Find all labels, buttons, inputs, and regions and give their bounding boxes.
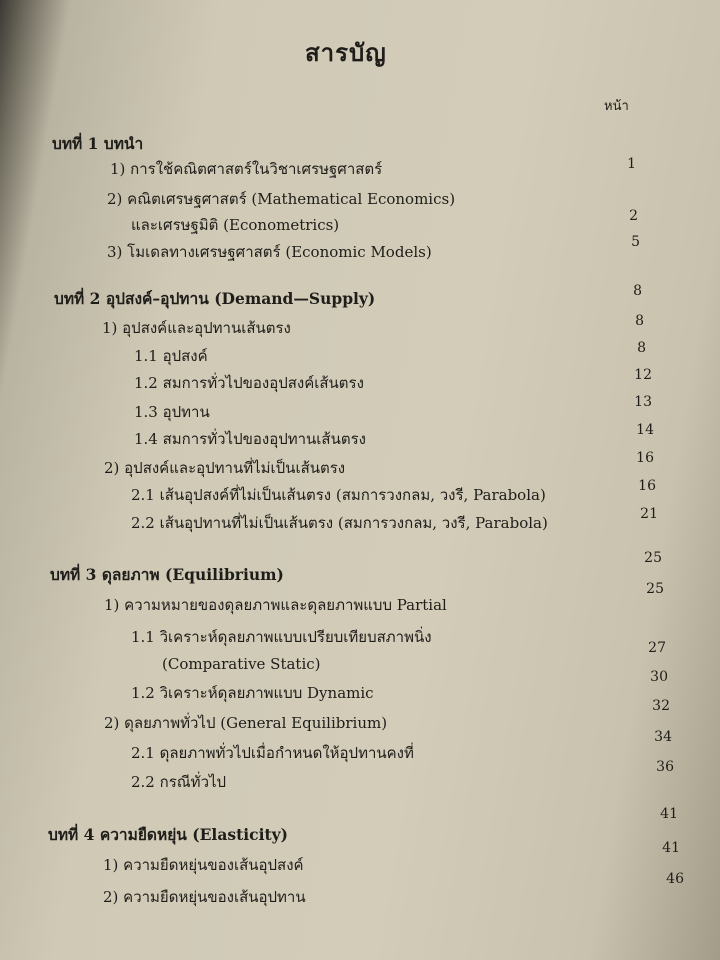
toc-page-number: 12	[634, 367, 652, 383]
toc-entry: 1) ความยืดหยุ่นของเส้นอุปสงค์	[103, 856, 304, 874]
toc-page-number: 25	[646, 581, 664, 597]
toc-entry: 1.3 อุปทาน	[134, 403, 210, 421]
toc-page-number: 46	[666, 871, 684, 887]
toc-page-number: 2	[629, 208, 638, 224]
toc-entry: 2.2 กรณีทั่วไป	[131, 773, 227, 791]
toc-page-number: 36	[656, 759, 674, 775]
toc-page-number: 27	[648, 640, 666, 656]
toc-page-number: 41	[662, 840, 680, 856]
toc-entry: 2) คณิตเศรษฐศาสตร์ (Mathematical Economics)	[107, 190, 456, 208]
chapter-3-page: 25	[644, 550, 662, 566]
toc-entry: 1.1 อุปสงค์	[134, 347, 208, 365]
page-title: สารบัญ	[305, 38, 387, 67]
chapter-1-heading: บทที่ 1 บทนำ	[52, 134, 144, 153]
chapter-3-heading: บทที่ 3 ดุลยภาพ (Equilibrium)	[50, 565, 284, 584]
toc-entry: 1.2 สมการทั่วไปของอุปสงค์เส้นตรง	[134, 374, 364, 392]
toc-entry: 2.1 ดุลยภาพทั่วไปเมื่อกำหนดให้อุปทานคงที่	[131, 744, 414, 762]
toc-entry: 2) อุปสงค์และอุปทานที่ไม่เป็นเส้นตรง	[104, 459, 346, 477]
toc-entry: 2.1 เส้นอุปสงค์ที่ไม่เป็นเส้นตรง (สมการวงกลม, วงรี, Parabola)	[131, 486, 546, 504]
chapter-2-page: 8	[633, 283, 642, 299]
toc-entry: 1.1 วิเคราะห์ดุลยภาพแบบเปรียบเทียบสภาพนิ่ง	[131, 628, 432, 646]
toc-page-number: 1	[627, 156, 636, 172]
toc-entry: 2.2 เส้นอุปทานที่ไม่เป็นเส้นตรง (สมการวงกลม, วงรี, Parabola)	[131, 514, 548, 532]
page-column-header: หน้า	[604, 99, 629, 114]
toc-page-number: 13	[634, 394, 652, 410]
toc-page-number: 14	[636, 422, 654, 438]
toc-page-number: 21	[640, 506, 658, 522]
chapter-4-page: 41	[660, 806, 678, 822]
toc-page-number: 16	[638, 478, 656, 494]
toc-entry: 2) ความยืดหยุ่นของเส้นอุปทาน	[103, 888, 306, 906]
toc-page-number: 8	[637, 340, 646, 356]
toc-entry: 1) การใช้คณิตศาสตร์ในวิชาเศรษฐศาสตร์	[110, 160, 383, 178]
toc-entry: และเศรษฐมิติ (Econometrics)	[131, 216, 340, 234]
toc-entry: (Comparative Static)	[162, 655, 321, 673]
toc-page-number: 32	[652, 698, 670, 714]
toc-entry: 1.4 สมการทั่วไปของอุปทานเส้นตรง	[134, 430, 366, 448]
toc-entry: 2) ดุลยภาพทั่วไป (General Equilibrium)	[104, 714, 388, 732]
toc-page-number: 16	[636, 450, 654, 466]
toc-entry: 1) อุปสงค์และอุปทานเส้นตรง	[102, 319, 291, 337]
toc-page-number: 30	[650, 669, 668, 685]
toc-entry: 1.2 วิเคราะห์ดุลยภาพแบบ Dynamic	[131, 684, 374, 702]
toc-page-number: 8	[635, 313, 644, 329]
toc-entry: 1) ความหมายของดุลยภาพและดุลยภาพแบบ Partial	[104, 596, 447, 614]
chapter-4-heading: บทที่ 4 ความยืดหยุ่น (Elasticity)	[48, 825, 288, 844]
chapter-2-heading: บทที่ 2 อุปสงค์–อุปทาน (Demand—Supply)	[54, 289, 376, 308]
toc-entry: 3) โมเดลทางเศรษฐศาสตร์ (Economic Models)	[107, 243, 432, 261]
toc-page-number: 5	[631, 234, 640, 250]
toc-page-number: 34	[654, 729, 672, 745]
